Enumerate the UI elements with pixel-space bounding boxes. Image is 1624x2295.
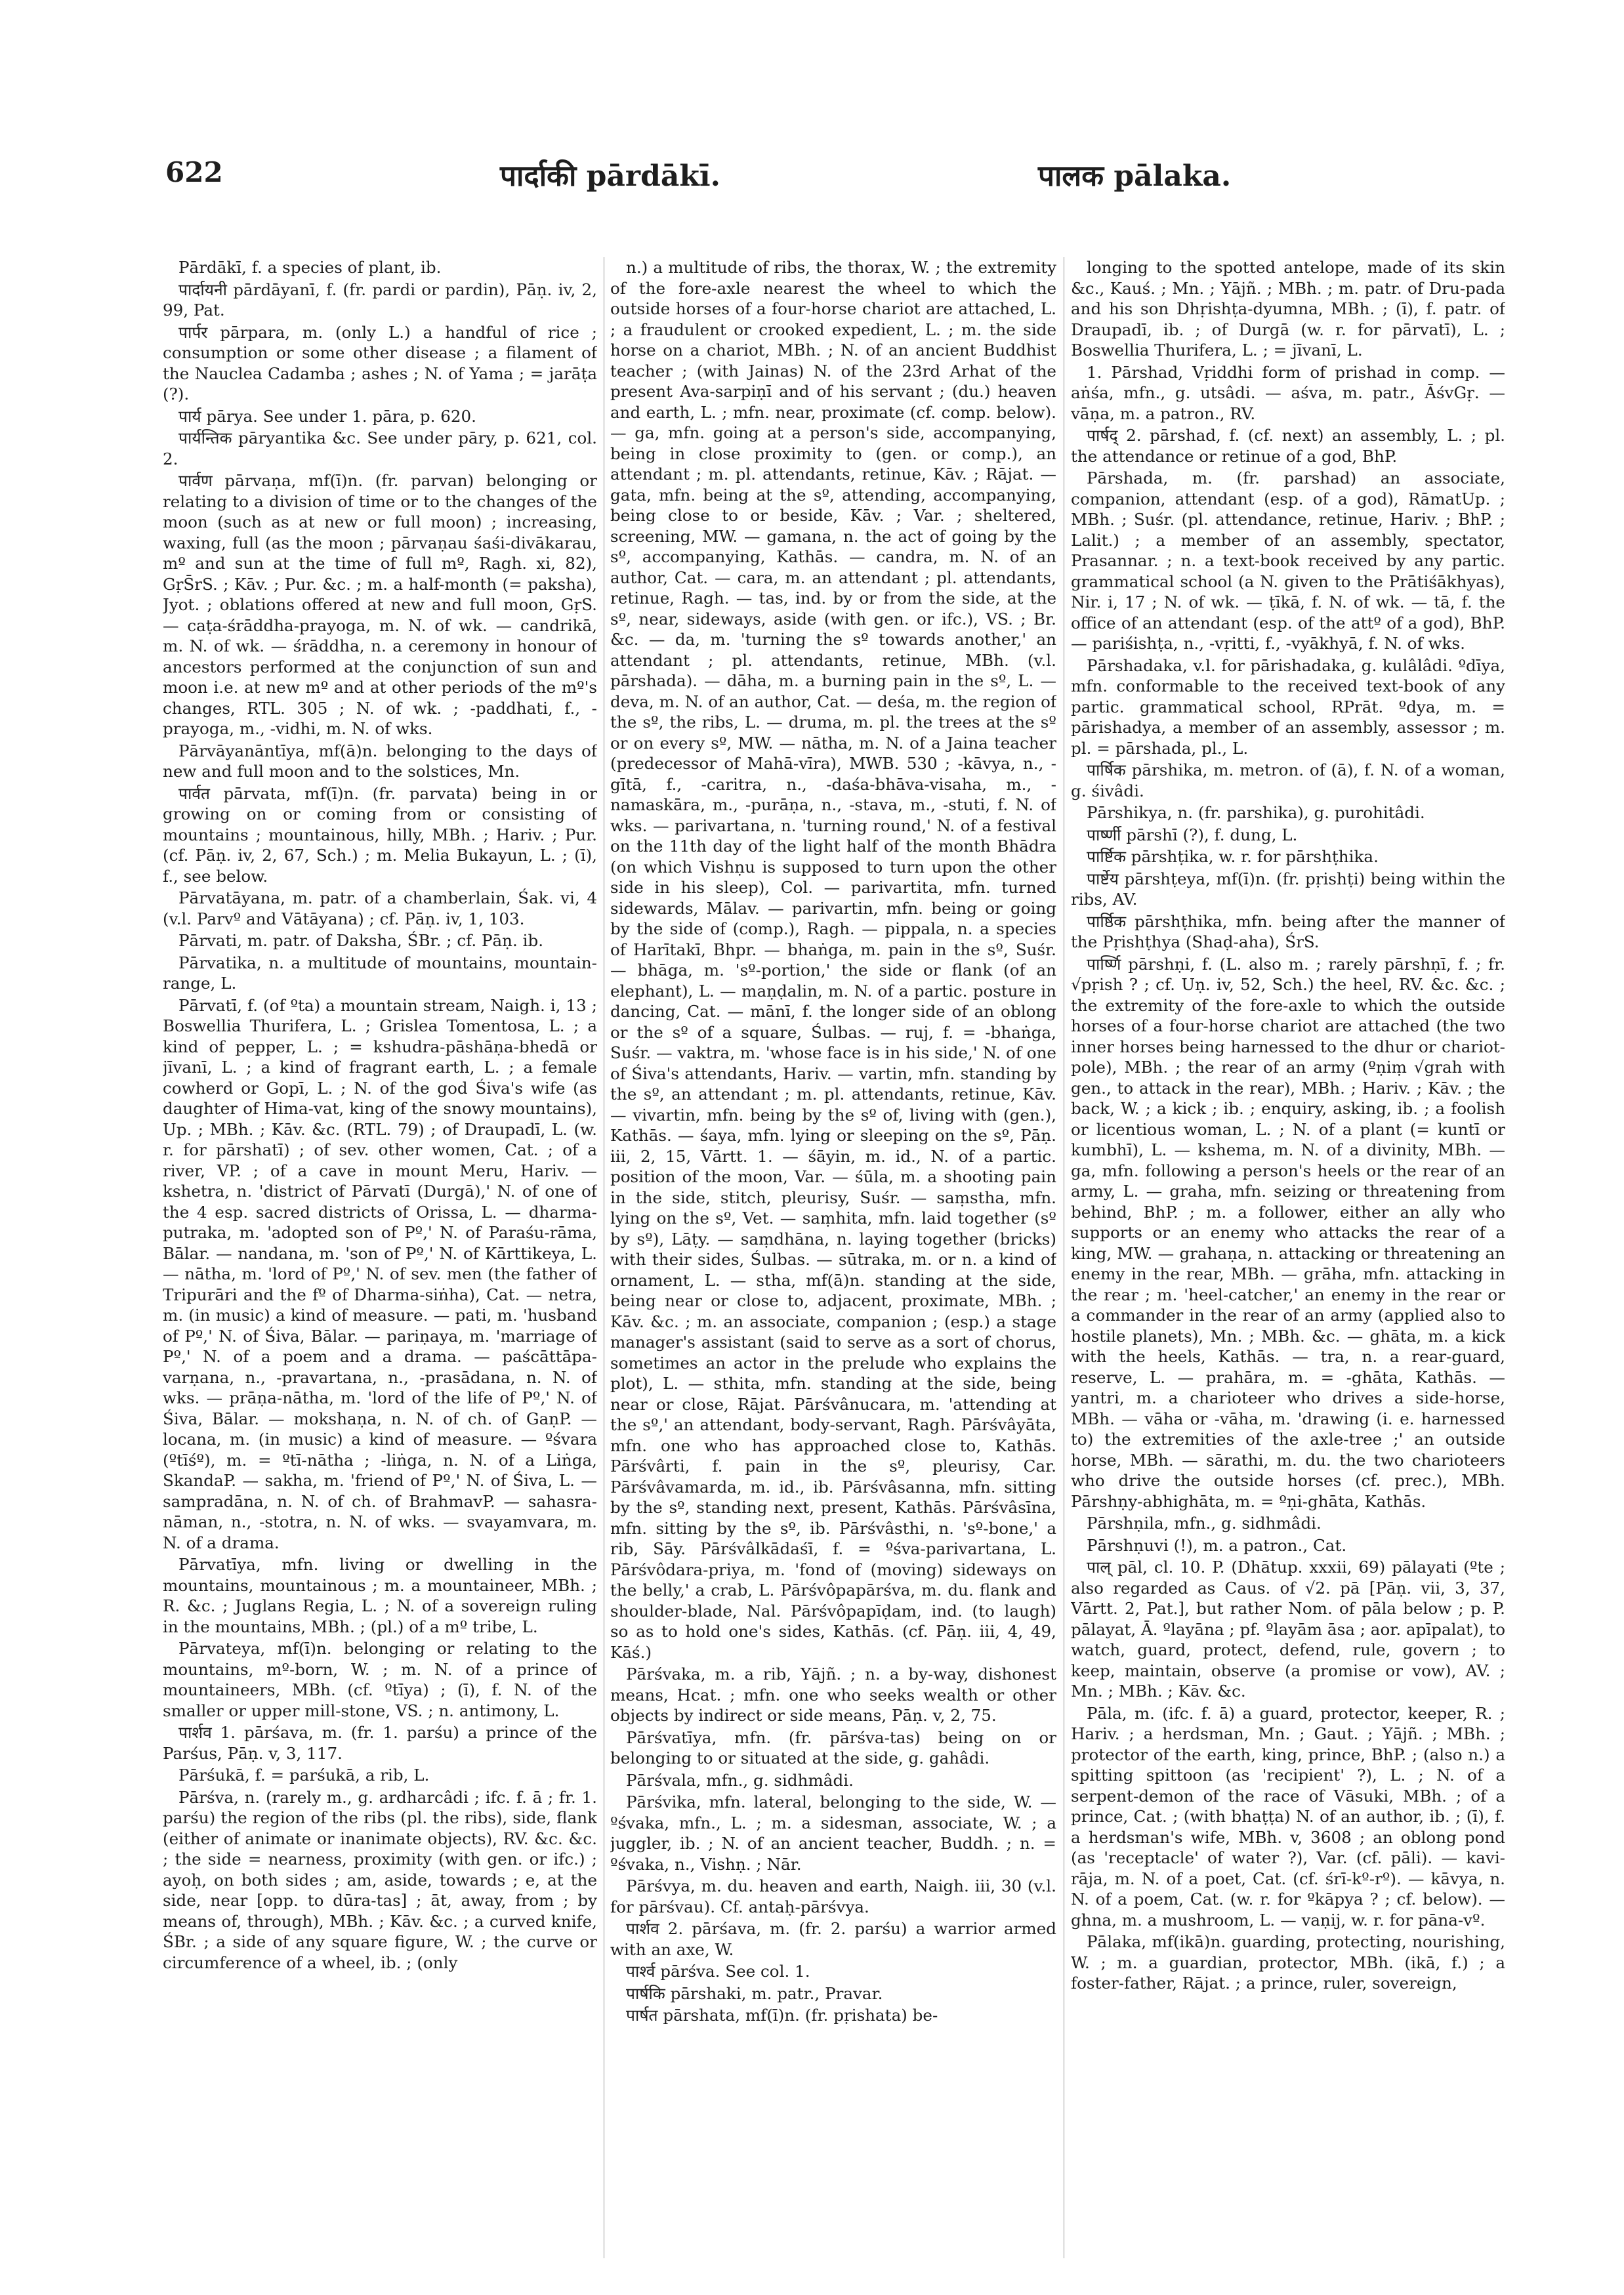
dictionary-entry: पार्ष्टिक pārshṭika, w. r. for pārshṭhika. [1087, 847, 1379, 866]
dictionary-entry: Pārshada, m. (fr. parshad) an associate, companion, attendant (esp. of a god), RāmatUp. ; MBh. ; Suśr. (pl. attendance, retinue, Hariv. ; BhP. ; Lalit.) ; a member of an assembly, spectator, Prasannar. ; n. a text-book received by any partic. grammatical school (a N. given to the Prātiśākhyas), Nir. i, 17 ; N. of wk. — ṭīkā, f. N. of wk. — tā, f. the office of an attendant (esp. of the attº of a god), BhP. — pariśishṭa, n., -vṛitti, f., -vyākhyā, f. N. of wks. [1071, 468, 1505, 653]
dictionary-entry: Pārvāyanāntīya, mf(ā)n. belonging to the days of new and full moon and to the solstices, Mn. [163, 741, 597, 781]
dictionary-entry: पार्षकि pārshaki, m. patr., Pravar. [626, 1983, 883, 2003]
dictionary-entry: पार्ष्णी pārshī (?), f. dung, L. [1087, 825, 1298, 844]
dictionary-entry: पार्पर pārpara, m. (only L.) a handful of rice ; consumption or some other disease ; a filament of the Nauclea Cadamba ; ashes ; N. of Yama ; = jarāṭa (?). [163, 322, 597, 403]
dictionary-entry: पार्य pārya. See under 1. pāra, p. 620. [178, 406, 476, 426]
dictionary-entry: Pārdākī, f. a species of plant, ib. [178, 258, 442, 277]
dictionary-entry: Pārvatīya, mfn. living or dwelling in the mountains, mountainous ; m. a mountaineer, MBh. ; R. &c. ; Juglans Regia, L. ; N. of a sovereign ruling in the mountains, MBh. ; (pl.) of a mº tribe, L. [163, 1555, 597, 1636]
dictionary-entry: पार्दायनी pārdāyanī, f. (fr. pardi or pardin), Pāṇ. iv, 2, 99, Pat. [163, 279, 597, 320]
dictionary-entry: पाल् pāl, cl. 10. P. (Dhātup. xxxii, 69) pālayati (ºte ; also regarded as Caus. of √2. pā [Pāṇ. vii, 3, 37, Vārtt. 2, Pat.], but rather Nom. of pāla below ; p. P. pālayat, Ā. ºlayāna ; pf. ºlayām āsa ; aor. apīpalat), to watch, guard, protect, defend, rule, govern ; to keep, maintain, observe (a promise or vow), AV. ; Mn. ; MBh. ; Kāv. &c. [1071, 1558, 1505, 1701]
dictionary-entry: पार्षत pārshata, mf(ī)n. (fr. pṛishata) be- [626, 2006, 938, 2025]
page-number: 622 [165, 156, 223, 188]
dictionary-entry: Pārśvala, mfn., g. sidhmâdi. [626, 1770, 854, 1790]
dictionary-entry: Pārśvatīya, mfn. (fr. pārśva-tas) being on or belonging to or situated at the side, g. gahâdi. [610, 1727, 1056, 1768]
dictionary-entry: पार्ष्ठिक pārshṭhika, mfn. being after the manner of the Pṛishṭhya (Shaḍ-aha), ŚrS. [1071, 911, 1505, 951]
dictionary-entry: Pārśvika, mfn. lateral, belonging to the side, W. — ºśvaka, mfn., L. ; m. a sidesman, associate, W. ; a juggler, ib. ; N. of an ancient teacher, Buddh. ; n. = ºśvaka, n., Vishṇ. ; Nār. [610, 1792, 1056, 1874]
left-running-headword: पार्दाकी pārdākī. [500, 159, 720, 193]
dictionary-entry: पार्वत pārvata, mf(ī)n. (fr. parvata) being in or growing on or coming from or consisting of mountains ; mountainous, hilly, MBh. ; Hariv. ; Pur. (cf. Pāṇ. iv, 2, 67, Sch.) ; m. Melia Bukayun, L. ; (ī), f., see below. [163, 783, 597, 886]
dictionary-entry: पार्षिक pārshika, m. metron. of (ā), f. N. of a woman, g. śivâdi. [1071, 760, 1505, 800]
dictionary-entry: पार्ष्टेय pārshṭeya, mf(ī)n. (fr. pṛishṭi) being within the ribs, AV. [1071, 869, 1505, 909]
dictionary-entry: Pārvatika, n. a multitude of mountains, mountain-range, L. [163, 953, 597, 993]
dictionary-entry: Pārśvya, m. du. heaven and earth, Naigh. iii, 30 (v.l. for pārśvau). Cf. antaḥ-pārśvya. [610, 1876, 1056, 1916]
dictionary-entry: Pārvati, m. patr. of Daksha, ŚBr. ; cf. Pāṇ. ib. [178, 931, 544, 950]
dictionary-entry: longing to the spotted antelope, made of its skin &c., Kauś. ; Mn. ; Yājñ. ; MBh. ; m. patr. of Dru-pada and his son Dhṛishṭa-dyumna, MBh. ; (ī), f. patr. of Draupadī, ib. ; of Durgā (w. r. for pārvatī), L. ; Boswellia Thurifera, L. ; = jīvanī, L. [1071, 258, 1505, 360]
page-header [165, 152, 1465, 198]
dictionary-entry: n.) a multitude of ribs, the thorax, W. ; the extremity of the fore-axle nearest the wheel to which the outside horses of a four-horse chariot are attached, L. ; a fraudulent or crooked expedient, L. ; m. the side horse on a chariot, MBh. ; N. of an ancient Buddhist teacher ; (with Jainas) N. of the 23rd Arhat of the present Ava-sarpiṇī and of his servant ; (du.) heaven and earth, L. ; mfn. near, proximate (cf. comp. below). — ga, mfn. going at a person's side, accompanying, being in close proximity to (gen. or comp.), an attendant ; m. pl. attendants, retinue, Kāv. ; Rājat. — gata, mfn. being at the sº, attending, accompanying, being close to or beside, Kāv. ; Var. ; sheltered, screening, MW. — gamana, n. the act of going by the sº, accompanying, Kathās. — candra, m. N. of an author, Cat. — cara, m. an attendant ; pl. attendants, retinue, Ragh. — tas, ind. by or from the side, at the sº, near, sideways, aside (with gen. or ifc.), VS. ; Br. &c. — da, m. 'turning the sº towards another,' an attendant ; pl. attendants, retinue, MBh. (v.l. pārshada). — dāha, m. a burning pain in the sº, L. — deva, m. N. of an author, Cat. — deśa, m. the region of the sº, the ribs, L. — druma, m. pl. the trees at the sº or on every sº, MW. — nātha, m. N. of a Jaina teacher (predecessor of Mahā-vīra), MWB. 530 ; -kāvya, n., -gītā, f., -caritra, n., -daśa-bhāva-visaha, m., -namaskāra, m., -purāṇa, n., -stava, m., -stuti, f. N. of wks. — parivartana, n. 'turning round,' N. of a festival on the 11th day of the light half of the month Bhādra (on which Vishṇu is supposed to turn upon the other side in his sleep), Col. — parivartita, mfn. turned sidewards, Mālav. — parivartin, mfn. being or going by the side of (comp.), Ragh. — pippala, n. a species of Harītakī, Bhpr. — bhaṅga, m. pain in the sº, Suśr. — bhāga, m. 'sº-portion,' the side or flank (of an elephant), L. — maṇḍalin, m. N. of a partic. posture in dancing, Cat. — mānī, f. the longer side of an oblong or the sº of a square, Śulbas. — ruj, f. = -bhaṅga, Suśr. — vaktra, m. 'whose face is in his side,' N. of one of Śiva's attendants, Hariv. — vartin, mfn. standing by the sº, an attendant ; m. pl. attendants, retinue, Kāv. — vivartin, mfn. being by the sº of, living with (gen.), Kathās. — śaya, mfn. lying or sleeping on the sº, Pāṇ. iii, 2, 15, Vārtt. 1. — śāyin, m. id., N. of a partic. position of the moon, Var. — śūla, m. a shooting pain in the side, stitch, pleurisy, Suśr. — saṃstha, mfn. lying on the sº, Vet. — saṃhita, mfn. laid together (sº by sº), Lāṭy. — saṃdhāna, n. laying together (bricks) with their sides, Śulbas. — sūtraka, m. or n. a kind of ornament, L. — stha, mf(ā)n. standing at the side, being near or close to, adjacent, proximate, MBh. ; Kāv. &c. ; m. an associate, companion ; (esp.) a stage manager's assistant (said to serve as a sort of chorus, sometimes an actor in the prelude who explains the plot), L. — sthita, mfn. standing at the side, being near or close, Rājat. Pārśvânucara, m. 'attending at the sº,' an attendant, body-servant, Ragh. Pārśvâyāta, mfn. one who has approached close to, Kathās. Pārśvârti, f. pain in the sº, pleurisy, Car. Pārśvâvamarda, m. id., ib. Pārśvâsanna, mfn. sitting by the sº, standing next, present, Kathās. Pārśvâsīna, mfn. sitting by the sº, ib. Pārśvâsthi, n. 'sº-bone,' a rib, Sāy. Pārśvâlkādaśī, f. = ºśva-parivartana, L. Pārśvôdara-priya, m. 'fond of (moving) sideways on the belly,' a crab, L. Pārśvôpapārśva, m. du. flank and shoulder-blade, Nal. Pārśvôpapīḍam, ind. (to laugh) so as to hold one's sides, Kathās. (cf. Pāṇ. iii, 4, 49, Kāś.) [610, 258, 1056, 1662]
dictionary-entry: Pārshadaka, v.l. for pārishadaka, g. kulâlâdi. ºdīya, mfn. conformable to the received text-book of any partic. grammatical school, RPrāt. ºdya, m. = pārishadya, a member of an assembly, assessor ; m. pl. = pārshada, pl., L. [1071, 655, 1505, 758]
dictionary-entry: पार्शव 2. pārśava, m. (fr. 2. parśu) a warrior armed with an axe, W. [610, 1919, 1056, 1959]
dictionary-entry: Pālaka, mf(ikā)n. guarding, protecting, nourishing, W. ; m. a guardian, protector, MBh. (ikā, f.) ; a foster-father, Rājat. ; a prince, ruler, sovereign, [1071, 1932, 1505, 1993]
dictionary-entry: पार्यन्तिक pāryantika &c. See under pāry, p. 621, col. 2. [163, 428, 597, 468]
dictionary-entry: Pārśvaka, m. a rib, Yājñ. ; n. a by-way, dishonest means, Hcat. ; mfn. one who seeks wealth or other objects by indirect or side means, Pāṇ. v, 2, 75. [610, 1664, 1056, 1725]
dictionary-column-1 [163, 257, 597, 2265]
dictionary-entry: Pārvatī, f. (of ºta) a mountain stream, Naigh. i, 13 ; Boswellia Thurifera, L. ; Grislea Tomentosa, L. ; a kind of pepper, L. ; = kshudra-pāshāṇa-bhedā or jīvanī, L. ; a kind of fragrant earth, L. ; a female cowherd or Gopī, L. ; N. of the god Śiva's wife (as daughter of Hima-vat, king of the snowy mountains), Up. ; MBh. ; Kāv. &c. (RTL. 79) ; of Draupadī, L. (w. r. for pārshatī) ; of sev. other women, Cat. ; of a river, VP. ; of a cave in mount Meru, Hariv. — kshetra, n. 'district of Pārvatī (Durgā),' N. of one of the 4 esp. sacred districts of Orissa, L. — dharma-putraka, m. 'adopted son of Pº,' N. of Paraśu-rāma, Bālar. — nandana, m. 'son of Pº,' N. of Kārttikeya, L. — nātha, m. 'lord of Pº,' N. of sev. men (the father of Tripurāri and the fº of Dharma-siṅha), Cat. — netra, m. (in music) a kind of measure. — pati, m. 'husband of Pº,' N. of Śiva, Bālar. — pariṇaya, m. 'marriage of Pº,' N. of a poem and a drama. — paścāttāpa-varṇana, n., -pravartana, n., -prasādana, n. N. of wks. — prāṇa-nātha, m. 'lord of the life of Pº,' N. of Śiva, Bālar. — mokshaṇa, n. N. of ch. of GaṇP. — locana, m. (in music) a kind of measure. — ºśvara (ºtīśº), m. = ºtī-nātha ; -liṅga, n. N. of a Liṅga, SkandaP. — sakha, m. 'friend of Pº,' N. of Śiva, L. — sampradāna, n. N. of ch. of BrahmavP. — sahasra-nāman, n., -stotra, n. N. of wks. — svayamvara, m. N. of a drama. [163, 995, 597, 1552]
dictionary-entry: पार्शव 1. pārśava, m. (fr. 1. parśu) a prince of the Parśus, Pāṇ. v, 3, 117. [163, 1723, 597, 1763]
dictionary-entry: पार्श्व pārśva. See col. 1. [626, 1962, 810, 1981]
dictionary-entry: पार्षद् 2. pārshad, f. (cf. next) an assembly, L. ; pl. the attendance or retinue of a god, BhP. [1071, 426, 1505, 466]
right-running-headword: पालक pālaka. [1038, 159, 1232, 193]
dictionary-entry: Pārshṇuvi (!), m. a patron., Cat. [1087, 1535, 1347, 1555]
dictionary-entry: Pāla, m. (ifc. f. ā) a guard, protector, keeper, R. ; Hariv. ; a herdsman, Mn. ; Gaut. ; Yājñ. ; MBh. ; protector of the earth, king, prince, BhP. ; (also n.) a spitting spittoon (as 'recipient' ?), L. ; N. of a serpent-demon of the race of Vāsuki, MBh. ; of a prince, Cat. ; (with bhaṭṭa) N. of an author, ib. ; (ī), f. a herdsman's wife, MBh. v, 3608 ; an oblong pond (as 'receptacle' of water ?), Var. (cf. pāli). — kavi-rāja, m. N. of a poet, Cat. (cf. śrī-kº-rº). — kāvya, n. N. of a poem, Cat. (w. r. for ºkāpya ? ; cf. below). — ghna, m. a mushroom, L. — vaṇij, w. r. for pāna-vº. [1071, 1703, 1505, 1930]
dictionary-entry: 1. Pārshad, Vṛiddhi form of prishad in comp. — aṅśa, mfn., g. utsâdi. — aśva, m. patr., ĀśvGṛ. — vāṇa, m. a patron., RV. [1071, 362, 1505, 423]
dictionary-column-3 [1071, 257, 1505, 2265]
dictionary-entry: Pārvateya, mf(ī)n. belonging or relating to the mountains, mº-born, W. ; m. N. of a prince of mountaineers, MBh. (cf. ºtīya) ; (ī), f. N. of the smaller or upper mill-stone, VS. ; n. antimony, L. [163, 1639, 597, 1720]
dictionary-column-2 [610, 257, 1056, 2265]
dictionary-entry: Pārshṇila, mfn., g. sidhmâdi. [1087, 1514, 1322, 1533]
dictionary-entry: Pārśva, n. (rarely m., g. ardharcâdi ; ifc. f. ā ; fr. 1. parśu) the region of the ribs (pl. the ribs), side, flank (either of animate or inanimate objects), RV. &c. &c. ; the side = nearness, proximity (with gen. or ifc.) ; ayoḥ, on both sides ; am, aside, towards ; e, at the side, near [opp. to dūra-tas] ; āt, away, from ; by means of, through), MBh. ; Kāv. &c. ; a curved knife, ŚBr. ; a side of any square figure, W. ; the curve or circumference of a wheel, ib. ; (only [163, 1787, 597, 1972]
dictionary-entry: Pārśukā, f. = parśukā, a rib, L. [178, 1766, 430, 1785]
dictionary-entry: पार्वण pārvaṇa, mf(ī)n. (fr. parvan) belonging or relating to a division of time or to the changes of the moon (such as at new or full moon) ; increasing, waxing, full (as the moon ; pārvaṇau śaśi-divākarau, mº and sun at the time of full mº, Ragh. xi, 82), GṛS̄rS. ; Kāv. ; Pur. &c. ; m. a half-month (= paksha), Jyot. ; oblations offered at new and full moon, GṛS. — caṭa-śrāddha-prayoga, m. N. of wk. — candrikā, m. N. of wk. — śrāddha, n. a ceremony in honour of ancestors performed at the conjunction of sun and moon i.e. at new mº and at other periods of the mº's changes, RTL. 305 ; N. of wk. ; -paddhati, f., -prayoga, m., -vidhi, m. N. of wks. [163, 471, 597, 738]
dictionary-entry: Pārshikya, n. (fr. parshika), g. purohitâdi. [1087, 803, 1425, 822]
dictionary-entry: पार्ष्णि pārshṇi, f. (L. also m. ; rarely pārshṇī, f. ; fr. √pṛish ? ; cf. Uṇ. iv, 52, Sch.) the heel, RV. &c. &c. ; the extremity of the fore-axle to which the outside horses of a four-horse chariot are attached (the two inner horses being harnessed to the dhur or chariot-pole), MBh. ; the rear of an army (ºṇiṃ √grah with gen., to attack in the rear), MBh. ; Hariv. ; Kāv. ; the back, W. ; a kick ; ib. ; enquiry, asking, ib. ; a foolish or licentious woman, L. ; N. of a plant (= kuntī or kumbhī), L. — kshema, m. N. of a divinity, MBh. — ga, mfn. following a person's heels or the rear of an army, L. — graha, mfn. seizing or threatening from behind, BhP. ; m. a follower, either an ally who supports or an enemy who attacks the rear of a king, MW. — grahaṇa, n. attacking or threatening an enemy in the rear, MBh. — grāha, mfn. attacking in the rear ; m. 'heel-catcher,' an enemy in the rear or a commander in the rear of an army (applied also to hostile planets), Mn. ; MBh. &c. — ghāta, m. a kick with the heels, Kathās. — tra, n. a rear-guard, reserve, L. — prahāra, m. = -ghāta, Kathās. — yantri, m. a charioteer who drives a side-horse, MBh. — vāha or -vāha, m. 'drawing (i. e. harnessed to) the extremities of the axle-tree ;' an outside horse, MBh. — sārathi, m. du. the two charioteers who drive the outside horses (cf. prec.), MBh. Pārshṇy-abhighāta, m. = ºṇi-ghāta, Kathās. [1071, 954, 1505, 1511]
dictionary-entry: Pārvatāyana, m. patr. of a chamberlain, Śak. vi, 4 (v.l. Parvº and Vātāyana) ; cf. Pāṇ. iv, 1, 103. [163, 888, 597, 928]
